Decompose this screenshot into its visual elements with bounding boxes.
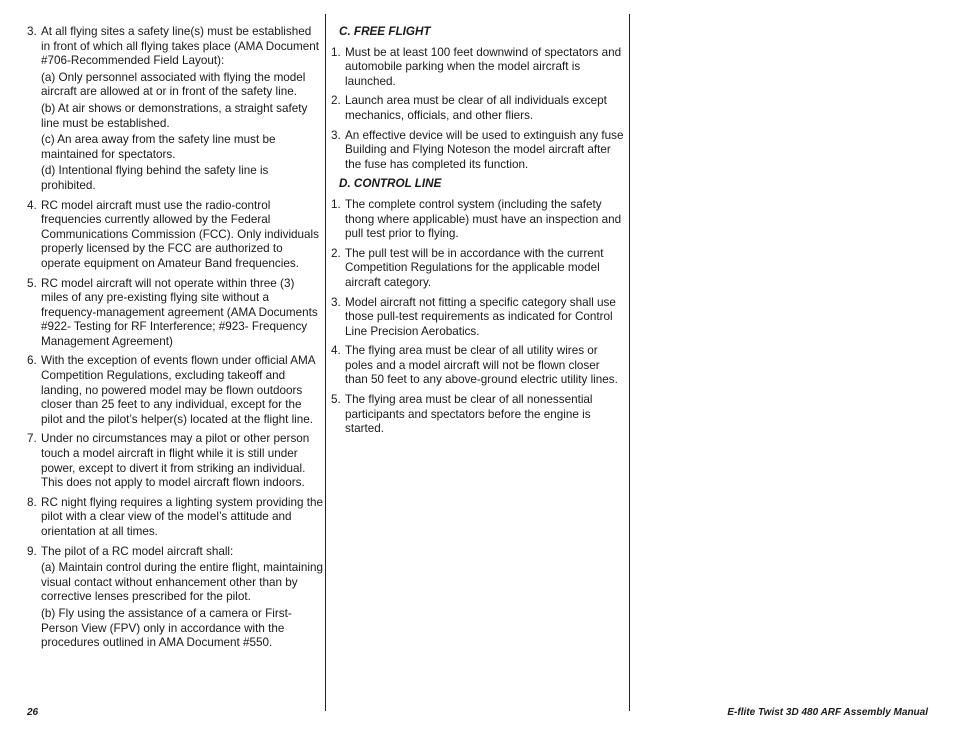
sub-item-text: (d) Intentional flying behind the safety line is prohibited. xyxy=(41,164,269,192)
list-item xyxy=(331,344,625,388)
item-text: The flying area must be clear of all nonessential participants and spectators before the engine is started. xyxy=(345,393,593,436)
item-text: The complete control system (including the safety thong where applicable) must have an inspection and pull test prior to flying. xyxy=(345,197,622,241)
manual-title: E-flite Twist 3D 480 ARF Assembly Manual xyxy=(727,707,928,718)
item-text: Model aircraft not fitting a specific category shall use those pull-test requirements as indicated for Control Line Precision Aerobatics. xyxy=(345,295,616,338)
item-number: 3. xyxy=(27,25,37,38)
list-item xyxy=(27,277,323,350)
sub-item-text: (b) At air shows or demonstrations, a straight safety line must be established. xyxy=(41,101,308,130)
column-divider-left xyxy=(325,14,326,711)
section-heading-control-line: D. CONTROL LINE xyxy=(339,177,442,191)
item-number: 1. xyxy=(331,45,341,59)
item-number: 9. xyxy=(27,544,37,558)
sub-item-text: (c) An area away from the safety line must be maintained for spectators. xyxy=(41,133,276,161)
item-number: 1. xyxy=(331,197,341,211)
left-column xyxy=(27,25,323,656)
list-item xyxy=(331,247,625,291)
item-text: An effective device will be used to extinguish any fuse Building and Flying Noteson the model aircraft after the fuse has completed its function. xyxy=(345,128,624,171)
list-item xyxy=(331,46,625,90)
item-text: Under no circumstances may a pilot or other person touch a model aircraft in flight while it is still under power, except to divert it from striking an individual. This does not apply to model aircraft flown indoors. xyxy=(41,432,310,490)
column-divider-right xyxy=(629,14,630,711)
list-item xyxy=(331,198,625,242)
item-text: Launch area must be clear of all individuals except mechanics, officials, and other fliers. xyxy=(345,94,607,122)
item-number: 2. xyxy=(331,94,341,108)
page-number: 26 xyxy=(27,707,39,718)
item-text: RC night flying requires a lighting system providing the pilot with a clear view of the model’s attitude and orientation at all times. xyxy=(41,495,323,538)
item-number: 4. xyxy=(27,198,37,212)
item-text: At all flying sites a safety line(s) must be established in front of which all flying takes place (AMA Document #706-Recommended Field Layout): xyxy=(41,25,320,68)
list-item xyxy=(27,432,323,490)
list-item xyxy=(331,296,625,340)
item-number: 2. xyxy=(331,246,341,260)
item-number: 7. xyxy=(27,432,37,446)
list-item xyxy=(27,25,323,194)
item-text: RC model aircraft must use the radio-control frequencies currently allowed by the Federal Communications Commission (FCC). Only individuals properly licensed by the FCC are authorized to operate equipment on Amateur Band frequencies. xyxy=(41,198,319,270)
right-column xyxy=(331,25,625,442)
list-item xyxy=(27,545,323,651)
list-item xyxy=(331,129,625,173)
sub-item-text: (b) Fly using the assistance of a camera or First-Person View (FPV) only in accordance with the procedures outlined in AMA Document #550. xyxy=(41,606,292,650)
item-text: The pilot of a RC model aircraft shall: xyxy=(41,544,234,558)
sub-item-text: (a) Maintain control during the entire flight, maintaining visual contact without enhancement other than by corrective lenses prescribed for the pilot. xyxy=(41,561,323,604)
item-number: 4. xyxy=(331,344,341,358)
item-text: With the exception of events flown under official AMA Competition Regulations, excluding takeoff and landing, no powered model may be flown outdoors closer than 25 feet to any individual, except for the pilot and the pilot’s helper(s) located at the flight line. xyxy=(41,354,315,426)
list-item xyxy=(27,199,323,272)
item-text: RC model aircraft will not operate within three (3) miles of any pre-existing flying site without a frequency-management agreement (AMA Documents #922- Testing for RF Interference; #923- Frequency Management Agreement) xyxy=(41,276,318,348)
item-number: 3. xyxy=(331,295,341,309)
list-item xyxy=(331,393,625,437)
item-text: Must be at least 100 feet downwind of spectators and automobile parking when the model aircraft is launched. xyxy=(345,45,622,88)
sub-item-text: (a) Only personnel associated with flying the model aircraft are allowed at or in front of the safety line. xyxy=(41,70,306,99)
item-number: 5. xyxy=(27,276,37,290)
list-item xyxy=(331,94,625,123)
item-text: The pull test will be in accordance with the current Competition Regulations for the applicable model aircraft category. xyxy=(345,246,604,289)
list-item xyxy=(27,496,323,540)
section-heading-free-flight: C. FREE FLIGHT xyxy=(339,25,431,38)
item-number: 5. xyxy=(331,393,341,407)
list-item xyxy=(27,354,323,427)
item-number: 3. xyxy=(331,128,341,142)
item-number: 6. xyxy=(27,354,37,368)
item-number: 8. xyxy=(27,495,37,509)
item-text: The flying area must be clear of all utility wires or poles and a model aircraft will not be flown closer than 50 feet to any above-ground electric utility lines. xyxy=(345,344,618,387)
